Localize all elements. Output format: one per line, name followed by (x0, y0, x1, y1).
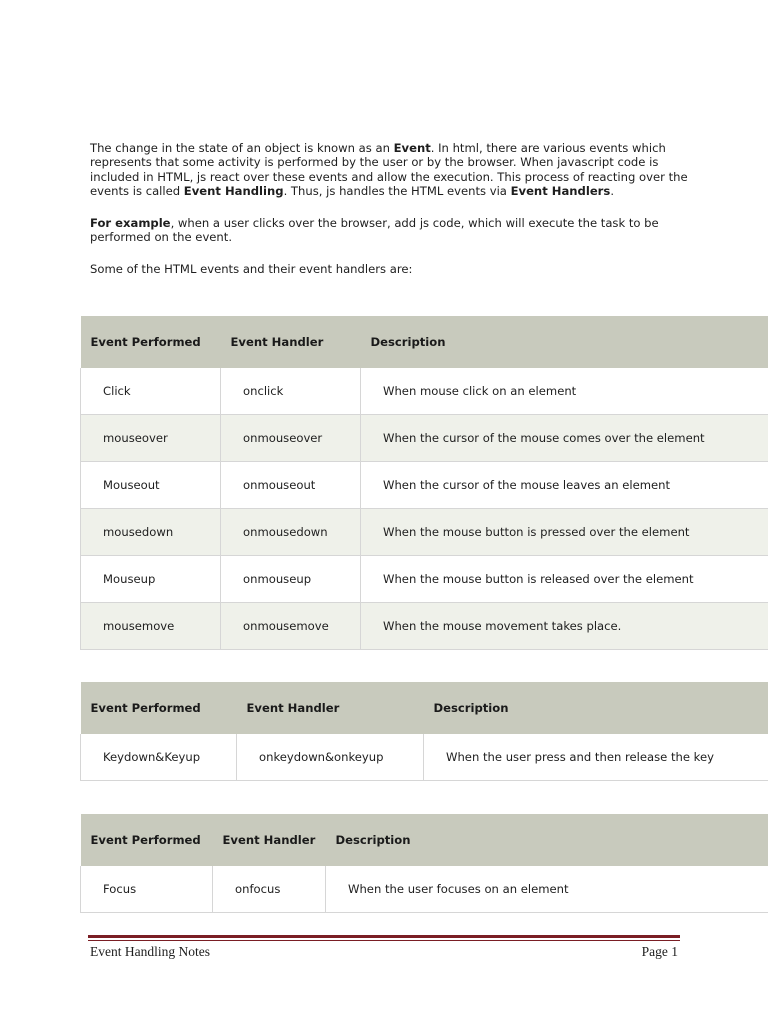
table-header-row (81, 682, 768, 734)
example-label: For example (90, 216, 171, 230)
handler-cell: onkeydown&onkeyup (237, 734, 424, 781)
intro-text: . Thus, js handles the HTML events via (283, 183, 511, 198)
handler-cell: onclick (221, 368, 361, 415)
term-event-handling: Event Handling (183, 183, 284, 198)
handler-cell: onmousedown (221, 509, 361, 556)
event-cell: Mouseout (81, 462, 221, 509)
page-number: Page 1 (641, 944, 678, 959)
column-header-description: Description (424, 682, 768, 734)
footer-divider-thin (88, 940, 680, 941)
column-header-description: Description (361, 316, 768, 368)
description-cell: When the mouse button is released over the element (361, 556, 768, 603)
column-header-event-performed: Event Performed (81, 814, 213, 866)
table-row (81, 509, 768, 556)
event-cell: Focus (81, 866, 213, 913)
description-cell: When the mouse button is pressed over the element (361, 509, 768, 556)
events-table-focus (80, 814, 768, 913)
column-header-event-handler: Event Handler (221, 316, 361, 368)
intro-text: The change in the state of an object is known as an (90, 141, 394, 155)
description-cell: When the user focuses on an element (326, 866, 768, 913)
event-cell: mouseover (81, 415, 221, 462)
handler-cell: onmousemove (221, 603, 361, 650)
handler-cell: onmouseout (221, 462, 361, 509)
events-table-mouse (80, 316, 768, 650)
example-text: , when a user clicks over the browser, add js code, which will execute the task to be performed on the event. (90, 216, 659, 245)
table-row (81, 415, 768, 462)
intro-text: . In html, there are various events which represents that some activity is performed by the user or by the browser. When javascript code is included in HTML, js react over these events and allow the execution. This process of reacting over the events is called (90, 141, 688, 198)
list-intro-paragraph: Some of the HTML events and their event handlers are: (90, 262, 413, 276)
column-header-event-performed: Event Performed (81, 316, 221, 368)
table-header-row (81, 814, 768, 866)
footer-title: Event Handling Notes (90, 944, 210, 959)
column-header-event-handler: Event Handler (213, 814, 326, 866)
event-cell: Keydown&Keyup (81, 734, 237, 781)
table-row (81, 556, 768, 603)
event-cell: mousedown (81, 509, 221, 556)
description-cell: When mouse click on an element (361, 368, 768, 415)
column-header-event-performed: Event Performed (81, 682, 237, 734)
column-header-description: Description (326, 814, 768, 866)
description-cell: When the cursor of the mouse comes over the element (361, 415, 768, 462)
table-row (81, 368, 768, 415)
table-header-row (81, 316, 768, 368)
term-event-handlers: Event Handlers (510, 183, 611, 198)
handler-cell: onfocus (213, 866, 326, 913)
event-cell: Click (81, 368, 221, 415)
handler-cell: onmouseup (221, 556, 361, 603)
description-cell: When the user press and then release the key (424, 734, 768, 781)
footer-divider (88, 935, 680, 938)
intro-text: . (610, 183, 614, 198)
description-cell: When the cursor of the mouse leaves an element (361, 462, 768, 509)
example-paragraph (90, 216, 690, 245)
intro-paragraph (90, 141, 690, 198)
event-cell: mousemove (81, 603, 221, 650)
term-event: Event (393, 141, 431, 155)
table-row (81, 462, 768, 509)
table-row (81, 603, 768, 650)
column-header-event-handler: Event Handler (237, 682, 424, 734)
handler-cell: onmouseover (221, 415, 361, 462)
events-table-keyboard (80, 682, 768, 781)
event-cell: Mouseup (81, 556, 221, 603)
description-cell: When the mouse movement takes place. (361, 603, 768, 650)
table-row (81, 866, 768, 913)
table-row (81, 734, 768, 781)
